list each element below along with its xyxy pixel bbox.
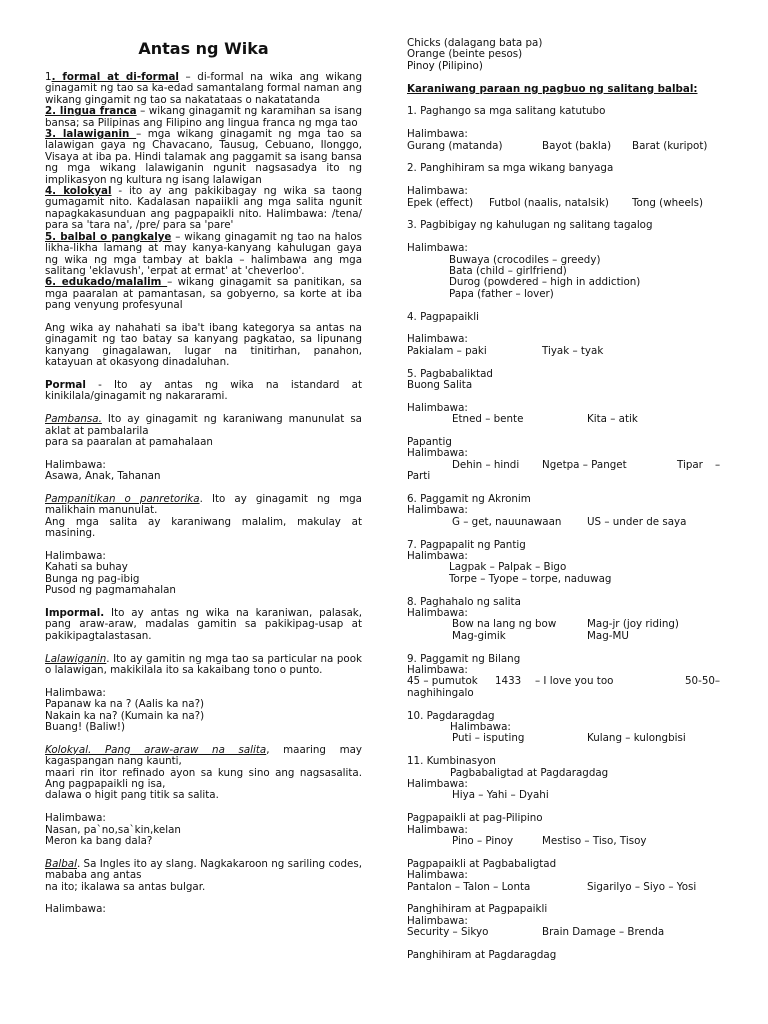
example: Bow na lang ng bow [452,618,557,631]
item-head: 5. balbal o pangkalye [45,230,172,243]
halimbawa-label: Halimbawa: [407,504,468,517]
impormal-head: Impormal. [45,606,105,619]
example: Etned – bente [452,413,524,426]
method-5: 5. Pagbabaliktad [407,367,493,380]
item-text: – wikang ginagamit ng karamihan sa isang bansa; sa Pilipinas ang Filipino ang lingua franca ng mga tao [45,105,362,129]
example: 1433 [495,675,522,688]
example: Mag-MU [587,629,629,642]
halimbawa-label: Halimbawa: [407,606,468,619]
example: 50-50– [685,675,721,688]
halimbawa-label: Halimbawa: [45,686,106,699]
pormal-paragraph [45,380,362,403]
item-text: - ito ay ang pakikibagay ng wika sa taong gumagamit nito. Kadalasan napaiikli ang mga salita ngunit napagkakasunduan ang pagpapaikli nito. Halimbawa: /tena/ para sa 'tara na', /pre/ para sa 'pare' [45,185,362,232]
item-number: 1 [45,71,52,83]
halimbawa-label: Halimbawa: [407,914,468,927]
item-text: – mga wikang ginagamit ng mga tao sa lalawigan gaya ng Chavacano, Tausug, Cebuano, Ilonggo, Visaya at iba pa. Hindi talamak ang paggamit sa isang bansa ng mga wikang lalawiganin ngunit nagsasadya ito ng implikasyon ng kultura ng isang lalawigan [45,128,362,186]
example: Brain Damage – Brenda [542,926,665,939]
example: Pakialam – paki [407,344,487,357]
example: – I love you too [535,675,614,688]
example: naghihingalo [407,686,474,699]
item-lalawiganin [45,129,362,186]
example: Tipar [677,458,703,471]
balbal-head: Balbal [45,857,77,870]
papantig-label: Papantig [407,435,452,448]
combination-4: Panghihiram at Pagpapaikli [407,903,548,916]
example-row [407,414,723,425]
halimbawa-label: Halimbawa: [45,549,106,562]
item-head: 6. edukado/malalim [45,276,168,289]
kolokyal-example: Meron ka bang dala? [45,835,153,848]
method-11: 11. Kumbinasyon [407,755,496,768]
halimbawa-label: Halimbawa: [407,242,468,255]
section-heading: Karaniwang paraan ng pagbuo ng salitang balbal: [407,82,698,95]
example: Barat (kuripot) [632,139,708,152]
item-head: 2. lingua franca [45,105,137,118]
balbal-text: . Sa Ingles ito ay slang. Nagkakaroon ng sariling codes, mababa ang antas [45,857,362,882]
combination-3: Pagpapaikli at Pagbabaligtad [407,857,557,870]
example: Kulang – kulongbisi [587,732,686,745]
kolokyal-paragraph [45,745,362,768]
pormal-head: Pormal [45,378,86,391]
example: Mag-gimik [452,629,506,642]
kolokyal-text-3: dalawa o higit pang titik sa salita. [45,789,219,802]
lalawiganin-example: Buang! (Baliw!) [45,721,126,734]
pampanitikan-paragraph [45,494,362,517]
example: Puti – isputing [452,732,525,745]
halimbawa-label: Halimbawa: [45,812,106,825]
kolokyal-text: , maaring may kagaspangan nang kaunti, [45,743,362,768]
method-9: 9. Paggamit ng Bilang [407,652,521,665]
example-row [407,631,723,642]
example: Kita – atik [587,413,638,426]
item-edukado [45,277,362,311]
pampanitikan-example: Kahati sa buhay [45,561,128,574]
example: Pantalon – Talon – Lonta [407,880,531,893]
example: Mag-jr (joy riding) [587,618,679,631]
intro-paragraph: Ang wika ay nahahati sa iba't ibang kategorya sa antas na ginagamit ng tao batay sa kanyang pagkatao, sa lipunang kanyang ginagalawan, lugar na tinitirhan, panahon, katayuan at okasyong dinadaluhan. [45,321,362,369]
example: Ngetpa – Panget [542,458,627,471]
example-row [407,141,723,152]
kolokyal-text-2: maari rin itor refinado ayon sa kung sino ang nagsasalita. Ang pagpapaikli ng isa, [45,766,362,791]
pampanitikan-text-2: Ang mga salita ay karaniwang malalim, makulay at masining. [45,515,362,540]
item-head: . formal at di-formal [51,71,179,83]
halimbawa-label: Halimbawa: [407,823,468,836]
example: 45 – pumutok [407,675,478,688]
lalawiganin-paragraph [45,654,362,677]
item-lingua-franca [45,106,362,129]
example: Bata (child – girlfriend) [449,264,567,277]
pambansa-paragraph [45,414,362,437]
pambansa-text: Ito ay ginagamit ng karaniwang manunulat sa aklat at pambalarila [45,413,362,437]
example: Buwaya (crocodiles – greedy) [449,253,601,266]
example: Hiya – Yahi – Dyahi [452,789,549,802]
method-5-sub: Buong Salita [407,378,473,391]
method-6: 6. Paggamit ng Akronim [407,492,531,505]
top-example: Orange (beinte pesos) [407,48,523,61]
halimbawa-label: Halimbawa: [407,777,468,790]
item-text: – di-formal na wika ang wikang ginagamit ng tao sa ka-edad samantalang formal naman ang wikang gingamit ng tao sa nakatataas o nakatatanda [45,71,362,106]
pampanitikan-example: Pusod ng pagmamahalan [45,584,176,597]
lalawiganin-example: Papanaw ka na ? (Aalis ka na?) [45,698,205,711]
method-4: 4. Pagpapaikli [407,310,479,323]
example: Epek (effect) [407,196,474,209]
balbal-text-2: na ito; ikalawa sa antas bulgar. [45,880,206,893]
example: Papa (father – lover) [449,287,554,300]
halimbawa-label: Halimbawa: [407,401,468,414]
example-row [407,460,723,471]
pampanitikan-example: Bunga ng pag-ibig [45,572,140,585]
halimbawa-label: Halimbawa: [407,128,468,141]
example-row [407,346,723,357]
pampanitikan-text: . Ito ay ginagamit ng mga malikhain manunulat. [45,492,362,517]
example-row [407,882,723,893]
pambansa-text-2: para sa paaralan at pamahalaan [45,435,213,448]
item-text: – wikang ginagamit ng tao na halos likha-likha lamang at may kanya-kanyang kahulugan gaya ng wika ng mga tambay at bakla – halimbawa ang mga salitang 'eklavush', 'erpat at ermat' at 'cheverloo'. [45,230,362,277]
page-title: Antas ng Wika [138,39,269,58]
example-row [407,836,723,847]
example: Pino – Pinoy [452,834,514,847]
halimbawa-label: Halimbawa: [407,185,468,198]
pampanitikan-head: Pampanitikan o panretorika [45,492,200,505]
method-11-sub: Pagbabaligtad at Pagdaragdag [450,766,609,779]
example-row [407,733,723,744]
example: Tiyak – tyak [542,344,604,357]
pormal-text: - Ito ay antas ng wika na istandard at kinikilala/ginagamit ng nakararami. [45,378,362,403]
item-balbal [45,232,362,278]
kolokyal-example: Nasan, pa`no,sa`kin,kelan [45,823,181,836]
method-10: 10. Pagdaragdag [407,709,495,722]
halimbawa-label: Halimbawa: [407,333,468,346]
example: Tong (wheels) [632,196,704,209]
top-example: Pinoy (Pilipino) [407,59,483,72]
item-kolokyal [45,186,362,232]
item-formal [45,72,362,106]
lalawiganin-text: . Ito ay gamitin ng mga tao sa particular na pook o lalawigan, makikilala ito sa kakaibang tono o punto. [45,652,362,676]
lalawiganin-example: Nakain ka na? (Kumain ka na?) [45,709,205,722]
example: US – under de saya [587,515,687,528]
right-column [407,0,723,961]
left-column [45,0,362,916]
method-2: 2. Panghihiram sa mga wikang banyaga [407,162,614,175]
example-dash: – [715,458,721,471]
halimbawa-label: Halimbawa: [45,458,106,471]
method-3: 3. Pagbibigay ng kahulugan ng salitang tagalog [407,219,653,232]
halimbawa-label: Halimbawa: [45,903,106,916]
example-row [407,517,723,528]
example: Durog (powdered – high in addiction) [449,276,641,289]
balbal-paragraph [45,859,362,882]
item-head: 3. lalawiganin [45,128,137,141]
example: Bayot (bakla) [542,139,612,152]
example-row [407,198,723,209]
halimbawa-label: Halimbawa: [407,663,468,676]
impormal-text: Ito ay antas ng wika na karaniwan, palasak, pang araw-araw, madalas gamitin sa pakikipag-usap at pakikipagtalastasan. [45,606,362,642]
top-example: Chicks (dalagang bata pa) [407,37,543,49]
kolokyal-head: Kolokyal. Pang araw-araw na salita [45,743,267,756]
example-row [407,927,723,938]
pambansa-example: Asawa, Anak, Tahanan [45,470,161,483]
example: Security – Sikyo [407,926,489,939]
halimbawa-label: Halimbawa: [450,720,511,733]
impormal-paragraph [45,608,362,642]
combination-2: Pagpapaikli at pag-Pilipino [407,812,543,825]
example: Lagpak – Palpak – Bigo [449,561,567,574]
example-row [407,676,723,687]
item-text: – wikang ginagamit sa panitikan, sa mga paaralan at pamantasan, sa gobyerno, sa korte at iba pang venyung profesyunal [45,276,362,312]
example: Dehin – hindi [452,458,520,471]
example: Futbol (naalis, natalsik) [489,196,609,209]
method-8: 8. Paghahalo ng salita [407,595,521,608]
example: Parti [407,470,431,483]
lalawiganin-head: Lalawiganin [45,652,107,665]
halimbawa-label: Halimbawa: [407,549,468,562]
example: Sigarilyo – Siyo – Yosi [587,880,697,893]
item-head: 4. kolokyal [45,185,112,198]
method-7: 7. Pagpapalit ng Pantig [407,538,526,551]
example: Gurang (matanda) [407,139,503,152]
combination-5: Panghihiram at Pagdaragdag [407,948,557,961]
pambansa-head: Pambansa. [45,413,102,426]
halimbawa-label: Halimbawa: [407,869,468,882]
example: Mestiso – Tiso, Tisoy [542,834,647,847]
halimbawa-label: Halimbawa: [407,447,468,460]
method-1: 1. Paghango sa mga salitang katutubo [407,105,606,118]
example: Torpe – Tyope – torpe, naduwag [449,572,612,585]
example: G – get, nauunawaan [452,515,562,528]
